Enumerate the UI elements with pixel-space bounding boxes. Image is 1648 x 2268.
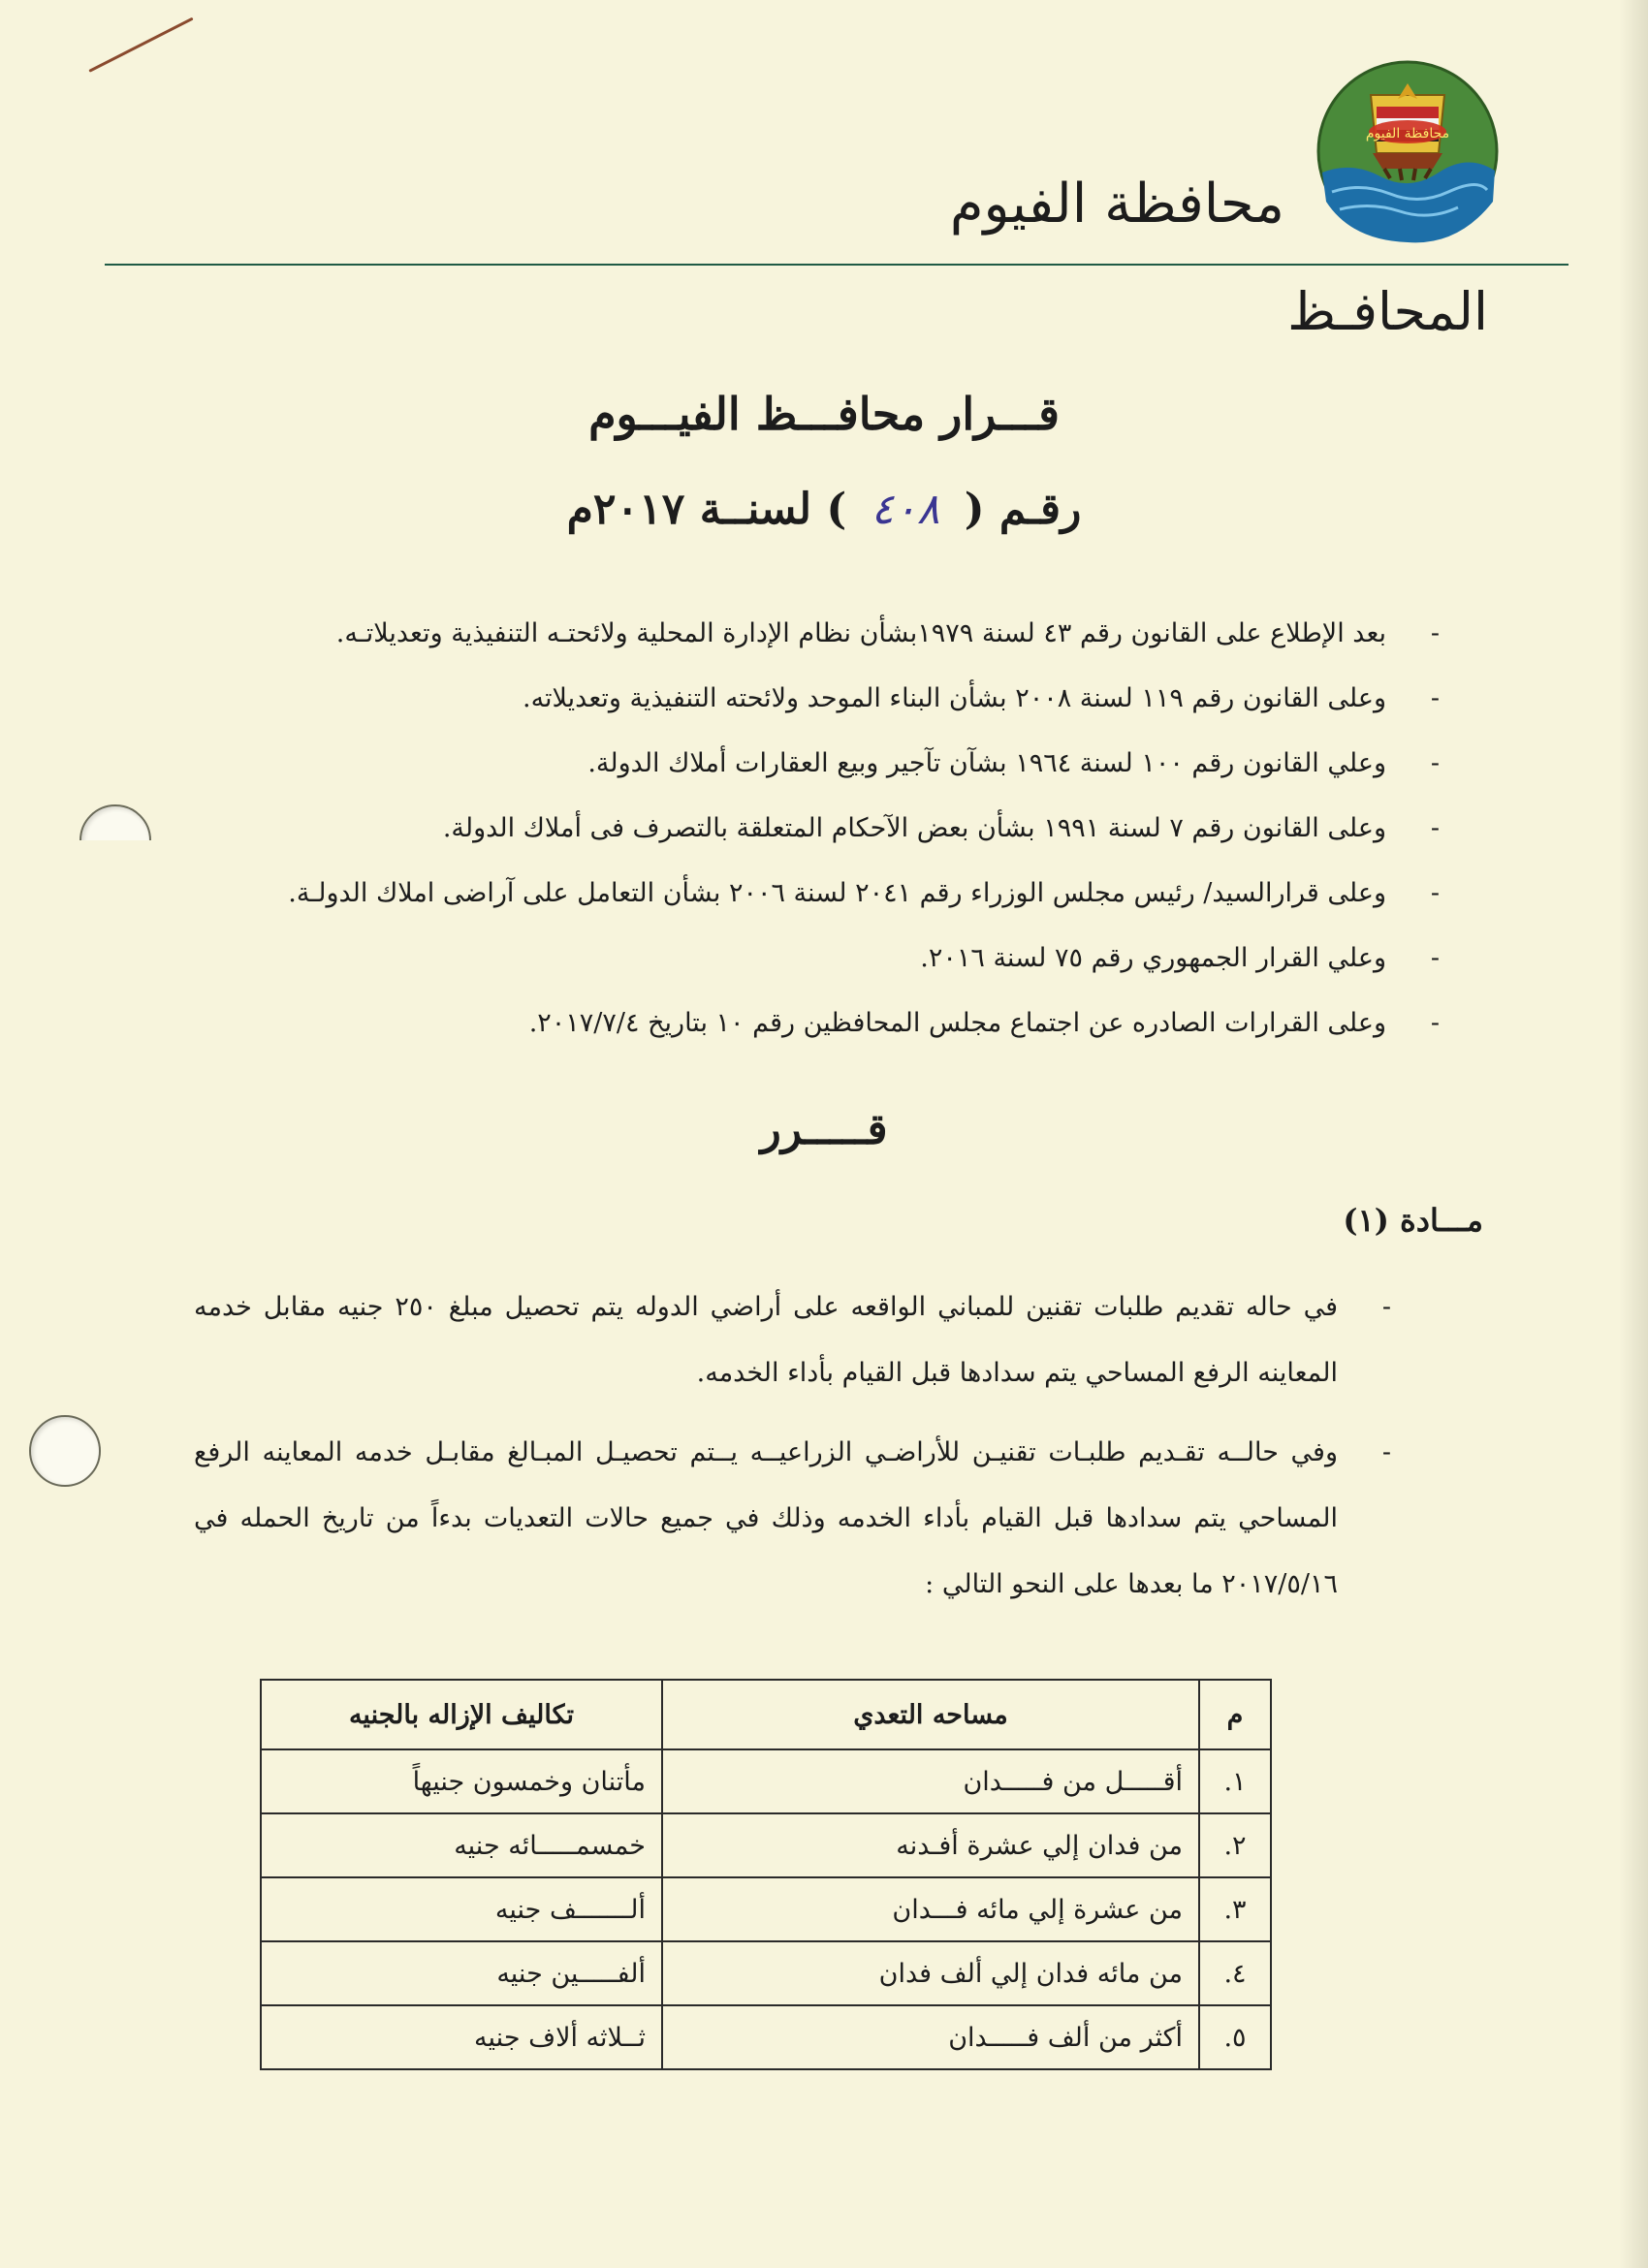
bullet-dash: - — [1430, 748, 1440, 778]
row-area: من فدان إلي عشرة أفـدنه — [662, 1813, 1199, 1877]
bullet-dash: - — [1381, 1292, 1391, 1322]
header-area: مساحه التعدي — [662, 1680, 1199, 1749]
table-row — [261, 1941, 1271, 2005]
row-area: أكثر من ألف فـــــدان — [662, 2005, 1199, 2069]
bullet-dash: - — [1430, 878, 1440, 908]
row-area: من مائه فدان إلي ألف فدان — [662, 1941, 1199, 2005]
decision-title: قـــرار محافـــظ الفيـــوم — [588, 388, 1060, 440]
row-index: ١. — [1199, 1749, 1271, 1813]
article-paragraph — [194, 1420, 1391, 1618]
row-area: من عشرة إلي مائه فـــدان — [662, 1877, 1199, 1941]
preamble-item — [150, 991, 1440, 1055]
bullet-dash: - — [1430, 618, 1440, 648]
preamble-text: وعلى القانون رقم ١١٩ لسنة ٢٠٠٨ بشأن البناء الموحد ولائحته التنفيذية وتعديلاته. — [522, 683, 1386, 713]
bullet-dash: - — [1430, 1008, 1440, 1038]
bullet-dash: - — [1430, 943, 1440, 973]
logo-text: محافظة الفيوم — [1365, 126, 1450, 142]
resolution-heading: قـــــرر — [760, 1105, 888, 1154]
table-row — [261, 1813, 1271, 1877]
row-cost: خمسمـــــائه جنيه — [261, 1813, 662, 1877]
row-cost: ألـــــــف جنيه — [261, 1877, 662, 1941]
table-row — [261, 1749, 1271, 1813]
decision-number-value: ٤٠٨ — [871, 485, 940, 534]
preamble-item — [150, 666, 1440, 731]
preamble-text: وعلي القانون رقم ١٠٠ لسنة ١٩٦٤ بشآن تآجير وبيع العقارات أملاك الدولة. — [587, 748, 1386, 778]
preamble-text: بعد الإطلاع على القانون رقم ٤٣ لسنة ١٩٧٩بشأن نظام الإدارة المحلية ولائحتـه التنفيذية وتعديلاتـه. — [335, 618, 1386, 648]
punch-hole — [29, 1415, 101, 1487]
preamble-item — [150, 731, 1440, 796]
preamble-text: وعلي القرار الجمهوري رقم ٧٥ لسنة ٢٠١٦. — [920, 943, 1386, 973]
bullet-dash: - — [1430, 683, 1440, 713]
row-area: أقـــــل من فـــــدان — [662, 1749, 1199, 1813]
header-index: م — [1199, 1680, 1271, 1749]
preamble-list — [150, 601, 1440, 1055]
row-index: ٥. — [1199, 2005, 1271, 2069]
row-cost: ألفـــــين جنيه — [261, 1941, 662, 2005]
article-heading: مـــادة (١) — [1343, 1202, 1483, 1239]
preamble-text: وعلى القرارات الصادره عن اجتماع مجلس المحافظين رقم ١٠ بتاريخ ٢٠١٧/٧/٤. — [528, 1008, 1386, 1038]
article-paragraph — [194, 1275, 1391, 1406]
governorate-logo-icon — [1313, 56, 1503, 246]
row-index: ٢. — [1199, 1813, 1271, 1877]
table-row — [261, 1877, 1271, 1941]
paragraph-text: وفي حالــه تقـديم طلبـات تقنيـن للأراضـي الزراعيــه يــتم تحصيـل المبـالغ مقابـل خدمه المعاينه الرفع المساحي يتم سدادها قبل القيام بأداء الخدمه وذلك في جميع حالات التعديات بدءاً من تاريخ الحمله في ٢٠١٧/٥/١٦ ما بعدها على النحو التالي : — [194, 1437, 1338, 1599]
row-cost: ثــلاثه ألاف جنيه — [261, 2005, 662, 2069]
punch-hole — [79, 804, 151, 876]
decision-year-label: ) لسنــة ٢٠١٧م — [566, 485, 847, 534]
preamble-item — [150, 796, 1440, 861]
decision-number — [0, 485, 1648, 534]
row-index: ٤. — [1199, 1941, 1271, 2005]
preamble-text: وعلى القانون رقم ٧ لسنة ١٩٩١ بشأن بعض الآحكام المتعلقة بالتصرف فى أملاك الدولة. — [442, 813, 1386, 843]
decision-number-label: رقـم ( — [964, 485, 1082, 534]
paragraph-text: في حاله تقديم طلبات تقنين للمباني الواقعه على أراضي الدوله يتم تحصيل مبلغ ٢٥٠ جنيه مقابل خدمه المعاينه الرفع المساحي يتم سدادها قبل القيام بأداء الخدمه. — [194, 1292, 1338, 1388]
table-header-row — [261, 1680, 1271, 1749]
preamble-text: وعلى قرارالسيد/ رئيس مجلس الوزراء رقم ٢٠٤١ لسنة ٢٠٠٦ بشأن التعامل على آراضى املاك الدولـة. — [288, 878, 1386, 908]
bullet-dash: - — [1430, 813, 1440, 843]
preamble-item — [150, 926, 1440, 991]
header-cost: تكاليف الإزاله بالجنيه — [261, 1680, 662, 1749]
governorate-name: محافظة الفيوم — [949, 173, 1284, 236]
row-cost: مأتنان وخمسون جنيهاً — [261, 1749, 662, 1813]
row-index: ٣. — [1199, 1877, 1271, 1941]
office-title: المحافـظ — [1287, 281, 1488, 342]
preamble-item — [150, 861, 1440, 926]
header-divider — [105, 264, 1569, 266]
bullet-dash: - — [1381, 1437, 1391, 1467]
preamble-item — [150, 601, 1440, 666]
fee-table — [260, 1679, 1272, 2070]
pen-mark — [88, 17, 193, 73]
table-row — [261, 2005, 1271, 2069]
